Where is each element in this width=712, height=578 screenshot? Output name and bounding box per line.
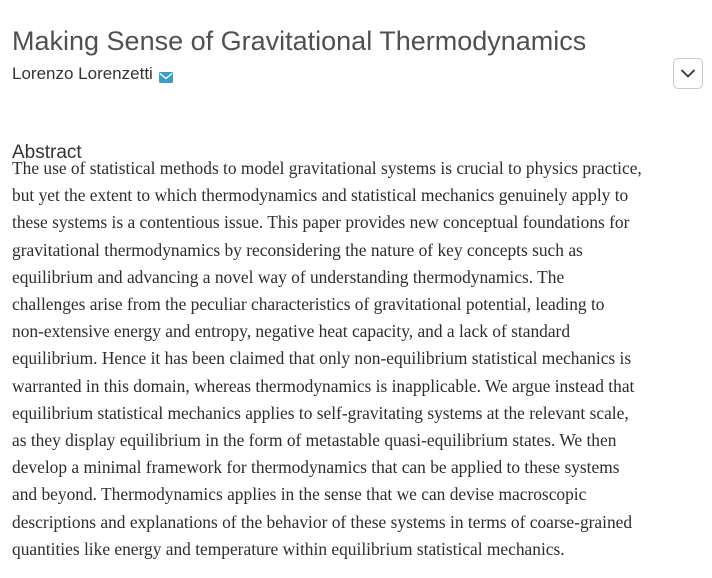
abstract-line: develop a minimal framework for thermodynamics that can be applied to these systems [12, 457, 620, 478]
abstract-heading: Abstract [12, 141, 82, 163]
author-name[interactable]: Lorenzo Lorenzetti [12, 64, 153, 83]
mail-icon[interactable] [159, 70, 173, 81]
abstract-line: The use of statistical methods to model gravitational systems is crucial to physics practice, [12, 158, 642, 178]
chevron-down-icon [681, 69, 695, 78]
abstract-line: these systems is a contentious issue. This paper provides new conceptual foundations for [12, 212, 630, 233]
abstract-body [12, 155, 712, 563]
abstract-line: equilibrium statistical mechanics applies to self-gravitating systems at the relevant scale, [12, 402, 629, 423]
abstract-line: quantities like energy and temperature within equilibrium statistical mechanics. [12, 538, 565, 559]
abstract-line: non-extensive energy and entropy, negative heat capacity, and a lack of standard [12, 321, 571, 342]
abstract-line: warranted in this domain, whereas thermodynamics is inapplicable. We argue instead that [12, 375, 635, 396]
mail-icon-graphic [159, 72, 173, 83]
abstract-line: but yet the extent to which thermodynamics and statistical mechanics genuinely apply to [12, 185, 629, 206]
abstract-line: gravitational thermodynamics by reconsidering the nature of key concepts such as [12, 239, 583, 260]
abstract-line: as they display equilibrium in the form of metastable quasi-equilibrium states. We then [12, 430, 617, 451]
abstract-line: and beyond. Thermodynamics applies in the sense that we can devise macroscopic [12, 484, 587, 505]
article-title: Making Sense of Gravitational Thermodynamics [12, 26, 587, 57]
abstract-line: descriptions and explanations of the behavior of these systems in terms of coarse-grained [12, 511, 633, 532]
abstract-line: challenges arise from the peculiar characteristics of gravitational potential, leading to [12, 294, 605, 315]
expand-author-button[interactable] [673, 58, 703, 89]
abstract-line: equilibrium. Hence it has been claimed that only non-equilibrium statistical mechanics is [12, 348, 632, 369]
abstract-line: equilibrium and advancing a novel way of understanding thermodynamics. The [12, 266, 565, 287]
author-row [12, 62, 173, 86]
